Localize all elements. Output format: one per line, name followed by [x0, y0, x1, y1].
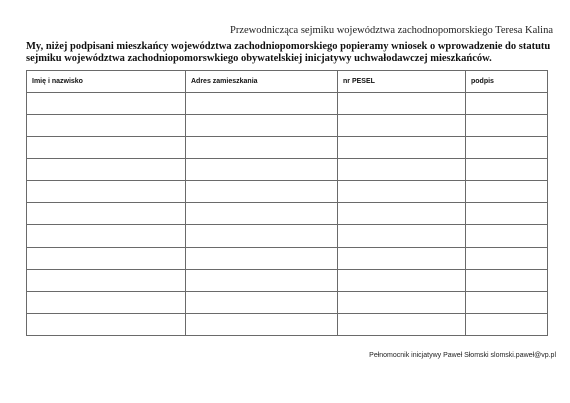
table-row [27, 203, 548, 225]
address-cell [186, 181, 338, 203]
table-row [27, 115, 548, 137]
signature-cell [466, 137, 548, 159]
table-row [27, 159, 548, 181]
address-cell [186, 159, 338, 181]
column-header-pesel: nr PESEL [338, 71, 466, 93]
pesel-cell [338, 115, 466, 137]
table-row [27, 269, 548, 291]
name-cell [27, 115, 186, 137]
pesel-cell [338, 181, 466, 203]
name-cell [27, 181, 186, 203]
table-row [27, 291, 548, 313]
footer-representative: Pełnomocnik inicjatywy Paweł Słomski slomski.paweł@vp.pl [369, 352, 556, 359]
signature-cell [466, 181, 548, 203]
name-cell [27, 93, 186, 115]
pesel-cell [338, 159, 466, 181]
addressee-line: Przewodnicząca sejmiku województwa zachodnopomorskiego Teresa Kalina [230, 25, 553, 36]
signature-cell [466, 93, 548, 115]
declaration-text: My, niżej podpisani mieszkańcy województwa zachodniopomorskiego popieramy wniosek o wprowadzenie do statutu sejmiku województwa zachodniopomorswkiego obywatelskiej inicjatywy uchwałodawczej mieszkańców. [26, 41, 551, 64]
column-header-name: Imię i nazwisko [27, 71, 186, 93]
table-row [27, 247, 548, 269]
address-cell [186, 269, 338, 291]
table-row [27, 181, 548, 203]
pesel-cell [338, 291, 466, 313]
pesel-cell [338, 93, 466, 115]
signature-cell [466, 313, 548, 335]
name-cell [27, 247, 186, 269]
name-cell [27, 313, 186, 335]
signature-cell [466, 159, 548, 181]
signature-table [26, 70, 548, 336]
table-body [27, 93, 548, 336]
name-cell [27, 225, 186, 247]
table-row [27, 225, 548, 247]
name-cell [27, 137, 186, 159]
pesel-cell [338, 203, 466, 225]
pesel-cell [338, 269, 466, 291]
signature-cell [466, 291, 548, 313]
signature-cell [466, 247, 548, 269]
address-cell [186, 291, 338, 313]
table-header-row [27, 71, 548, 93]
address-cell [186, 247, 338, 269]
pesel-cell [338, 225, 466, 247]
address-cell [186, 93, 338, 115]
pesel-cell [338, 137, 466, 159]
address-cell [186, 115, 338, 137]
table-row [27, 93, 548, 115]
signature-cell [466, 269, 548, 291]
pesel-cell [338, 313, 466, 335]
name-cell [27, 159, 186, 181]
table-row [27, 137, 548, 159]
signature-cell [466, 115, 548, 137]
address-cell [186, 137, 338, 159]
signature-cell [466, 225, 548, 247]
address-cell [186, 203, 338, 225]
column-header-signature: podpis [466, 71, 548, 93]
address-cell [186, 225, 338, 247]
signature-cell [466, 203, 548, 225]
name-cell [27, 291, 186, 313]
table-row [27, 313, 548, 335]
pesel-cell [338, 247, 466, 269]
name-cell [27, 203, 186, 225]
address-cell [186, 313, 338, 335]
name-cell [27, 269, 186, 291]
column-header-address: Adres zamieszkania [186, 71, 338, 93]
